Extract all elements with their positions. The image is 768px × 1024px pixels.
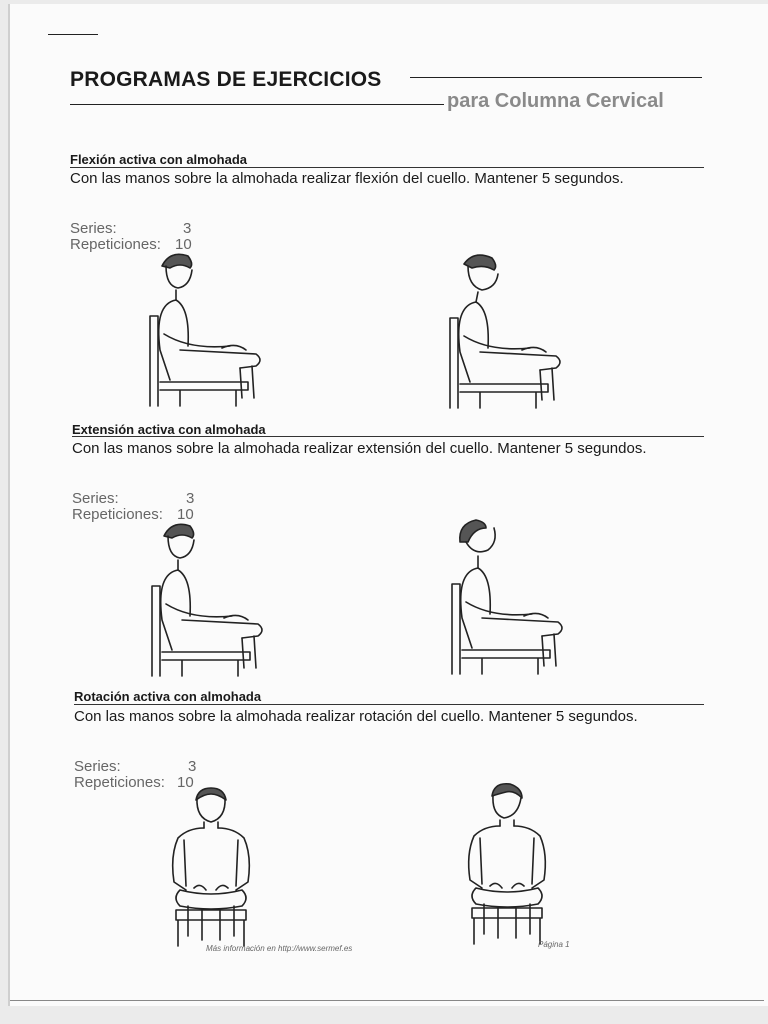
title-rule [410,77,702,78]
series-value: 3 [188,758,197,775]
subtitle-rule [70,104,444,105]
exercise-description: Con las manos sobre la almohada realizar rotación del cuello. Mantener 5 segundos. [74,708,638,725]
seated-flexion-illustration [440,252,570,408]
seated-neutral-illustration [140,250,270,406]
exercise-title: Flexión activa con almohada [70,152,247,167]
series-value: 3 [186,490,195,507]
reps-label: Repeticiones: [72,506,163,523]
reps-value: 10 [177,506,194,523]
page-number: Página 1 [538,940,570,949]
bottom-rule [10,1000,764,1001]
exercise-divider [70,167,704,168]
reps-value: 10 [177,774,194,791]
series-value: 3 [183,220,192,237]
exercise-divider [74,704,704,705]
exercise-description: Con las manos sobre la almohada realizar extensión del cuello. Mantener 5 segundos. [72,440,647,457]
exercise-title: Extensión activa con almohada [72,422,266,437]
series-label: Series: [70,220,117,237]
seated-front-rotation-illustration [462,782,552,944]
footer-info: Más información en http://www.sermef.es [206,944,353,953]
seated-neutral-illustration [142,520,272,676]
document-page [8,4,768,1006]
seated-extension-illustration [442,518,572,674]
page-subtitle: para Columna Cervical [447,90,664,112]
exercise-divider [72,436,704,437]
series-label: Series: [72,490,119,507]
top-mark [48,34,98,35]
reps-label: Repeticiones: [70,236,161,253]
exercise-title: Rotación activa con almohada [74,689,262,704]
exercise-description: Con las manos sobre la almohada realizar flexión del cuello. Mantener 5 segundos. [70,170,624,187]
seated-front-neutral-illustration [166,786,256,946]
series-label: Series: [74,758,121,775]
reps-value: 10 [175,236,192,253]
page-title: PROGRAMAS DE EJERCICIOS [70,68,382,91]
reps-label: Repeticiones: [74,774,165,791]
